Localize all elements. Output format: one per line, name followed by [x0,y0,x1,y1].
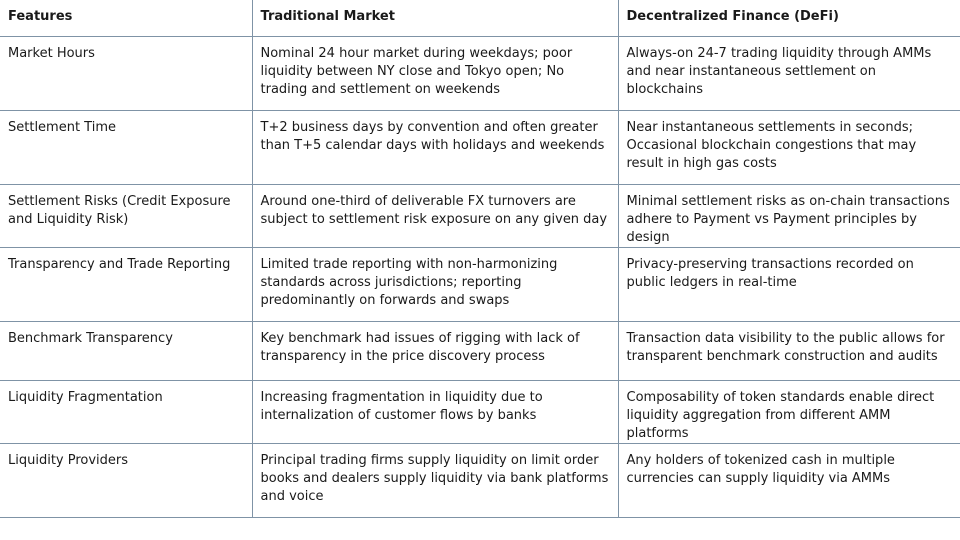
table-row [0,110,960,184]
traditional-cell: T+2 business days by convention and often greater than T+5 calendar days with holidays and weekends [252,110,618,184]
table-row [0,321,960,380]
traditional-cell: Nominal 24 hour market during weekdays; poor liquidity between NY close and Tokyo open; No trading and settlement on weekends [252,36,618,110]
table-row [0,443,960,517]
defi-cell: Transaction data visibility to the public allows for transparent benchmark construction and audits [618,321,960,380]
table-row [0,184,960,247]
defi-cell: Near instantaneous settlements in seconds; Occasional blockchain congestions that may result in high gas costs [618,110,960,184]
traditional-cell: Key benchmark had issues of rigging with lack of transparency in the price discovery process [252,321,618,380]
table-row [0,380,960,443]
traditional-cell: Principal trading firms supply liquidity on limit order books and dealers supply liquidity via bank platforms and voice [252,443,618,517]
feature-cell: Market Hours [0,36,252,110]
table-row [0,247,960,321]
feature-cell: Settlement Time [0,110,252,184]
defi-cell: Always-on 24-7 trading liquidity through AMMs and near instantaneous settlement on blockchains [618,36,960,110]
feature-cell: Liquidity Fragmentation [0,380,252,443]
table-row [0,36,960,110]
header-features: Features [0,0,252,36]
feature-cell: Liquidity Providers [0,443,252,517]
defi-cell: Any holders of tokenized cash in multiple currencies can supply liquidity via AMMs [618,443,960,517]
defi-cell: Minimal settlement risks as on-chain transactions adhere to Payment vs Payment principles by design [618,184,960,247]
header-row [0,0,960,36]
header-traditional-market: Traditional Market [252,0,618,36]
traditional-cell: Limited trade reporting with non-harmonizing standards across jurisdictions; reporting predominantly on forwards and swaps [252,247,618,321]
defi-cell: Composability of token standards enable direct liquidity aggregation from different AMM platforms [618,380,960,443]
feature-cell: Settlement Risks (Credit Exposure and Liquidity Risk) [0,184,252,247]
feature-cell: Transparency and Trade Reporting [0,247,252,321]
header-defi: Decentralized Finance (DeFi) [618,0,960,36]
traditional-cell: Around one-third of deliverable FX turnovers are subject to settlement risk exposure on any given day [252,184,618,247]
feature-cell: Benchmark Transparency [0,321,252,380]
traditional-cell: Increasing fragmentation in liquidity due to internalization of customer flows by banks [252,380,618,443]
defi-cell: Privacy-preserving transactions recorded on public ledgers in real-time [618,247,960,321]
